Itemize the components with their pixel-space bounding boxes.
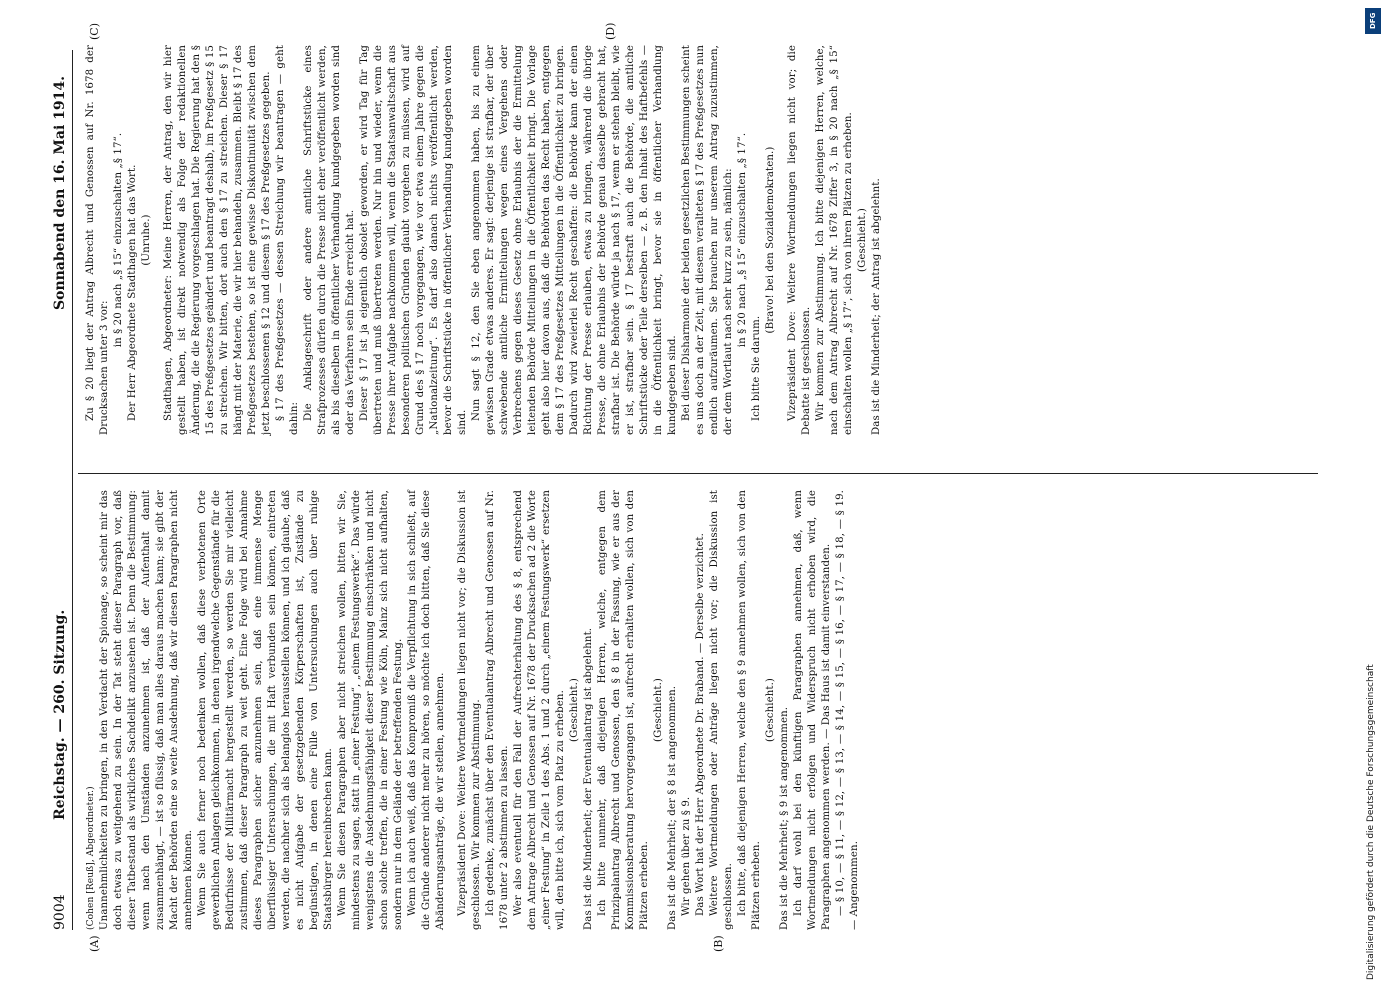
paragraph: Dieser § 17 ist ja eigentlich obsolet geworden, er wird Tag für Tag übertreten und muß übertreten werden. Nur hin und wieder, wenn die Presse ihrer Aufgabe nachkommen will, wenn die Staatsanwaltschaft aus besonderen politischen Gründen glaubt vorgehen zu müssen, wird auf Grund des § 17 noch vorgegangen, wie vor etwa einem Jahre gegen die „Nationalzeitung“. Es darf also danach nichts veröffentlicht werden, bevor die Schriftstücke in öffentlicher Verhandlung kundgegeben worden sind. (359, 45, 468, 435)
session-date: Sonnabend den 16. Mai 1914. (52, 76, 68, 310)
quoted-law: Die Anklageschrift oder andere amtliche Schriftstücke eines Strafprozesses dürfen durch die Presse nicht eher veröffentlicht werden, als bis dieselben in öffentlicher Verhandlung kundgegeben worden sind oder das Verfahren sein Ende erreicht hat. (303, 45, 356, 435)
paragraph: Der Herr Abgeordnete Stadthagen hat das Wort. (127, 164, 138, 421)
paragraph: Weitere Wortmeldungen oder Anträge liegen nicht vor; die Diskussion ist geschlossen. (709, 490, 734, 930)
margin-mark-d: (D) (604, 22, 617, 40)
funding-notice: Digitalisierung gefördert durch die Deutsche Forschungsgemeinschaft (1366, 664, 1376, 980)
paragraph: Bei dieser Disharmonie der beiden gesetzlichen Bestimmungen scheint es uns doch an der Zeit, mit diesem veralteten § 17 des Preßgesetzes nun endlich aufzuräumen. Sie brauchen nur unserem Antrag zuzustimmen, der dem Wortlaut nach sehr kurz zu sein, nämlich: (681, 45, 734, 435)
paragraph: Vizepräsident Dove: Weitere Wortmeldungen liegen nicht vor; die Debatte ist geschlossen. (787, 45, 812, 435)
stage-direction: (Geschieht.) (569, 678, 580, 742)
stage-direction: (Geschieht.) (765, 678, 776, 742)
paragraph: Ich gedenke, zunächst über den Eventualantrag Albrecht und Genossen auf Nr. 1678 unter 2 abstimmen zu lassen. (485, 490, 510, 930)
quoted-motion: in § 20 nach „§ 15“ einzuschalten „§ 17“. (737, 132, 748, 348)
paragraph: Das ist die Minderheit; der Eventualantrag ist abgelehnt. (583, 627, 594, 930)
page-number: 9004 (52, 894, 68, 930)
speaker-tag: (Cohen [Reuß], Abgeordneter.) (86, 786, 96, 930)
stage-direction: (Unruhe.) (141, 214, 152, 266)
paragraph: Das ist die Minderheit; der Antrag ist abgelehnt. (871, 178, 882, 435)
paragraph: Ich bitte nunmehr, daß diejenigen Herren, welche, entgegen dem Prinzipalantrag Albrecht und Genossen, den § 8 in der Fassung, wie er aus der Kommissionsberatung hervorgegangen ist, aufrecht erhalten wollen, sich von den Plätzen erheben. (597, 490, 650, 930)
margin-mark-a: (A) (88, 935, 101, 952)
paragraph: Nun sagt § 12, den Sie eben angenommen haben, bis zu einem gewissen Grade etwas anderes. Er sagt: derjenige ist strafbar, der über schwebende amtliche Ermittelungen wegen eines Vergehens oder Verbrechens gegen dieses Gesetz ohne Erlaubnis der die Ermittelung leitenden Behörde Mitteilungen in die Öffentlichkeit bringt. Die Vorlage geht also hier davon aus, daß die Behörden das Recht haben, entgegen dem § 17 des Preßgesetzes Mitteilungen in die Öffentlichkeit zu bringen. Dadurch wird zweierlei Recht geschaffen: die Behörde kann der einen Richtung der Presse erlauben, etwas zu bringen, während die übrige Presse, die ohne Erlaubnis der Behörde genau dasselbe gebracht hat, strafbar ist. Die Behörde würde ja nach § 17, wenn er stehen bleibt, wie er ist, strafbar sein. § 17 bestraft auch die Behörde, die amtliche Schriftstücke oder Teile derselben — z. B. den Inhalt des Haftbefehls — in die Öffentlichkeit bringt, bevor sie in öffentlicher Verhandlung kundgegeben sind. (471, 45, 678, 435)
paragraph: Ich darf wohl bei den künftigen Paragraphen annehmen, daß, wenn Wortmeldungen nicht erfolgen und Widerspruch nicht erhoben wird, die Paragraphen angenommen werden. — Das Haus ist damit einverstanden. (793, 490, 832, 930)
paragraph: Ich bitte, daß diejenigen Herren, welche den § 9 annehmen wollen, sich von den Plätzen erheben. (737, 490, 762, 930)
paragraph: Das Wort hat der Herr Abgeordnete Dr. Braband. — Derselbe verzichtet. (695, 533, 706, 916)
paragraph: Wer also eventuell für den Fall der Aufrechterhaltung des § 8, entsprechend dem Antrage Albrecht und Genossen auf Nr. 1678 der Drucksachen ad 2 die Worte „einer Festung“ in Zeile 1 des Abs. 1 und 2 durch „einem Festungswerk“ ersetzen will, den bitte ich, sich vom Platz zu erheben. (513, 490, 566, 930)
paragraph: Wir kommen zur Abstimmung. Ich bitte diejenigen Herren, welche, nach dem Antrag Albrecht auf Nr. 1678 Ziffer 3, in § 20 nach „§ 15“ einschalten wollen „§ 17“, sich von ihren Plätzen zu erheben. (815, 45, 854, 435)
margin-mark-c: (C) (88, 23, 101, 40)
quoted-motion: in § 20 nach „§ 15“ einzuschalten „§ 17“. (113, 132, 124, 348)
paragraph: Wenn Sie diesen Paragraphen aber nicht streichen wollen, bitten wir Sie, mindestens zu sagen, statt in „einer Festung“, „einem Festungswerke“. Das würde wenigstens die Ausdehnungsfähigkeit dieser Bestimmung einschränken und nicht schon solche treffen, die in einer Festung wie Köln, Mainz sich nicht aufhalten, sondern nur in dem Gelände der betreffenden Festung. (337, 490, 404, 930)
paragraph: Vizepräsident Dove: Weitere Wortmeldungen liegen nicht vor; die Diskussion ist geschlossen. Wir kommen zur Abstimmung. (457, 490, 482, 930)
dfg-logo: DFG (1365, 8, 1381, 34)
paragraph: Unannehmlichkeiten zu bringen, in den Verdacht der Spionage, so scheint mir das doch etwas zu weitgehend zu sein. In der Tat steht dieser Paragraph vor, daß dieser Tatbestand als wirkliches Sachdelikt anzusehen ist. Denn die Bestimmung: wenn nach den Umständen anzunehmen ist, daß der Aufenthalt damit zusammenhängt, — ist so flüssig, daß man alles daraus machen kann; sie gibt der Macht der Behörden eine so weite Ausdehnung, daß wir diesen Paragraphen nicht annehmen können. (99, 490, 194, 930)
stage-direction: (Geschieht.) (857, 208, 868, 272)
stage-direction: (Bravo! bei den Sozialdemokraten.) (765, 146, 776, 334)
session-title: Reichstag. — 260. Sitzung. (52, 609, 68, 820)
paragraph: Stadthagen, Abgeordneter: Meine Herren, der Antrag, den wir hier gestellt haben, ist direkt notwendig als Folge der redaktionellen Änderung, die die Regierung vorgeschlagen hat. Die Regierung hat den § 15 des Preßgesetzes geändert und beantragt deshalb, im Preßgesetz § 15 zu streichen. Wir bitten, dort auch den § 17 zu streichen. Dieser § 17 hängt mit der Materie, die wir hier behandeln, zusammen. Bleibt § 17 des Preßgesetzes bestehen, so ist eine gewisse Diskontinuität zwischen dem jetzt beschlossenen § 12 und diesem § 17 des Preßgesetzes gegeben. (163, 45, 272, 435)
paragraph: Ich bitte Sie darum. (751, 315, 762, 421)
paragraph: Das ist die Mehrheit; der § 8 ist angenommen. (667, 685, 678, 930)
paragraph: Wenn Sie auch ferner noch bedenken wollen, daß diese verbotenen Orte gewerblichen Anlagen gleichkommen, in denen irgendwelche Gegenstände für die Bedürfnisse der Militärmacht hergestellt werden, so werden Sie mir vielleicht zustimmen, daß dieser Paragraph zu weit geht. Eine Folge wird bei Annahme dieses Paragraphen sicher anzunehmen sein, daß eine immense Menge überflüssiger Untersuchungen, die mit Haft verbunden sein können, eintreten werden, die nachher sich als belanglos herausstellen können, und ich glaube, daß es nicht Aufgabe der gesetzgebenden Körperschaften ist, Zustände zu begünstigen, in denen eine Fülle von Untersuchungen auch über ruhige Staatsbürger hereinbrechen kann. (197, 490, 334, 930)
margin-mark-b: (B) (712, 935, 725, 952)
paragraph: — § 10, — § 11, — § 12, — § 13, — § 14, — § 15, — § 16, — § 17, — § 18, — § 19. — Angenommen. (835, 490, 860, 930)
paragraph: Das ist die Mehrheit; § 9 ist angenommen. (779, 706, 790, 930)
column-divider (78, 473, 1318, 474)
right-column (84, 45, 884, 435)
paragraph: § 17 des Preßgesetzes — dessen Streichung wir beantragen — geht dahin: (275, 45, 300, 435)
paragraph: Wir gehen über zu § 9. (681, 796, 692, 916)
page-header (48, 50, 73, 930)
stage-direction: (Geschieht.) (653, 678, 664, 742)
paragraph: Wenn ich auch weiß, daß das Kompromiß die Verpflichtung in sich schließt, auf die Gründe anderer nicht mehr zu hören, so möchte ich doch bitten, daß Sie diese Abänderungsanträge, die wir stellen, annehmen. (407, 490, 446, 930)
paragraph: Zu § 20 liegt der Antrag Albrecht und Genossen auf Nr. 1678 der Drucksachen unter 3 vor: (85, 45, 110, 435)
left-column (84, 490, 862, 930)
